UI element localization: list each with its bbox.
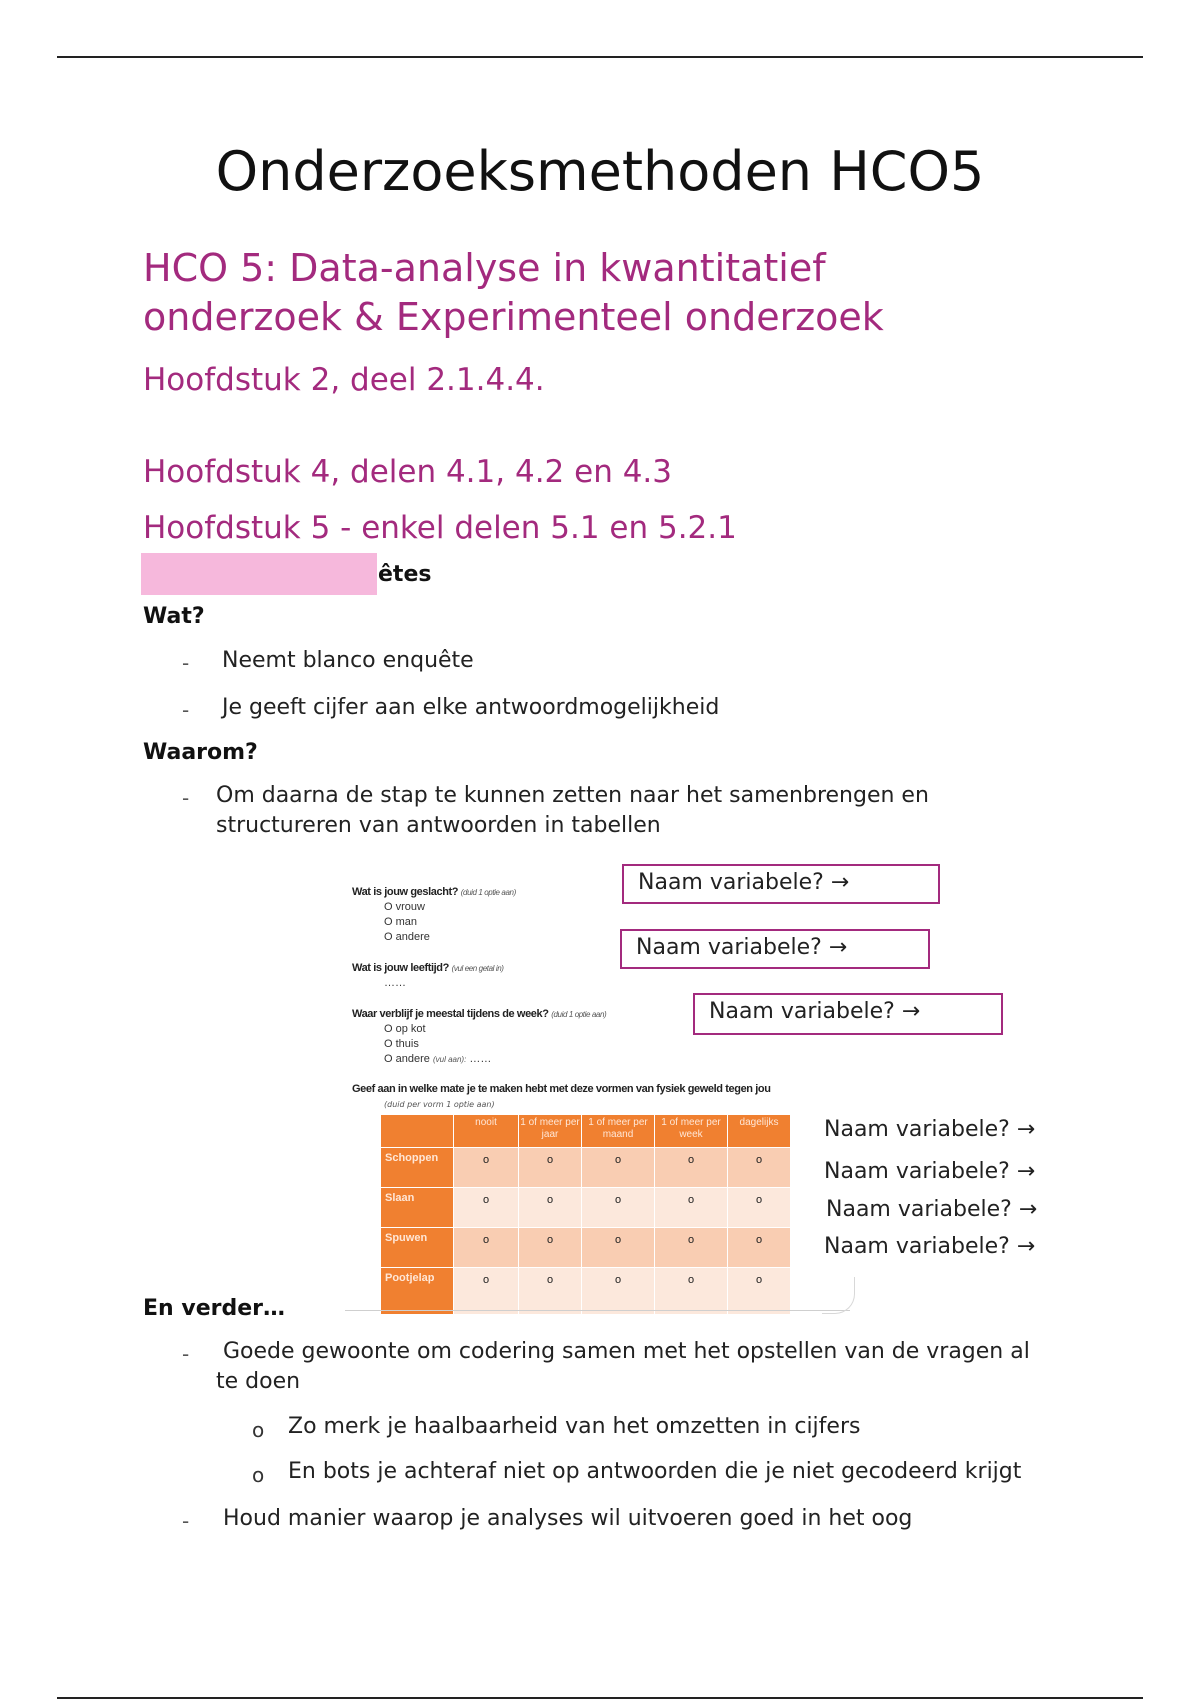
waarom-heading: Waarom? (143, 740, 258, 765)
column-header: 1 of meer per maand (582, 1115, 655, 1148)
verder-item-1-line-2: te doen (216, 1369, 301, 1394)
page-title: Onderzoeksmethoden HCO5 (215, 140, 985, 203)
radio-cell: o (582, 1268, 655, 1315)
question-text: Waar verblijf je meestal tijdens de week? (352, 1008, 549, 1020)
chapter-5-heading: Hoofdstuk 5 - enkel delen 5.1 en 5.2.1 (143, 510, 737, 546)
question-note: (vul een getal in) (451, 964, 504, 973)
radio-cell: o (519, 1268, 582, 1315)
radio-cell: o (728, 1188, 791, 1228)
option-andere-vul-aan (384, 1053, 491, 1065)
chapter-4-heading: Hoofdstuk 4, delen 4.1, 4.2 en 4.3 (143, 454, 672, 490)
option-label: thuis (395, 1038, 419, 1050)
heading-line-1: HCO 5: Data-analyse in kwantitatief (143, 246, 826, 290)
row-label: Slaan (381, 1188, 454, 1228)
dash-bullet: - (182, 651, 190, 675)
figure-bottom-border (345, 1310, 850, 1311)
column-header: dagelijks (728, 1115, 791, 1148)
radio-cell: o (655, 1148, 728, 1188)
column-header: 1 of meer per jaar (519, 1115, 582, 1148)
question-note: (duid 1 optie aan) (551, 1010, 607, 1019)
wat-item-1: Neemt blanco enquête (222, 648, 474, 673)
sub-bullet: o (252, 1418, 265, 1442)
radio-cell: o (454, 1148, 519, 1188)
verder-sub-item-2: En bots je achteraf niet op antwoorden die je niet gecodeerd krijgt (288, 1459, 1022, 1484)
table-row (381, 1188, 791, 1228)
option-circle: O (384, 901, 393, 913)
row-label: Spuwen (381, 1228, 454, 1268)
dash-bullet: - (182, 698, 190, 722)
question-age (352, 962, 504, 974)
dash-bullet: - (182, 1342, 190, 1366)
radio-cell: o (728, 1148, 791, 1188)
column-header: nooit (454, 1115, 519, 1148)
chapter-2-heading: Hoofdstuk 2, deel 2.1.4.4. (143, 362, 545, 398)
dash-bullet: - (182, 1509, 190, 1533)
footer-rule (57, 1697, 1143, 1699)
variable-name-label: Naam variabele? → (824, 1159, 1036, 1184)
sub-bullet: o (252, 1463, 265, 1487)
verder-sub-item-1: Zo merk je haalbaarheid van het omzetten in cijfers (288, 1414, 861, 1439)
question-note: (duid 1 optie aan) (460, 888, 516, 897)
radio-cell: o (454, 1268, 519, 1315)
verder-item-1-line-1: Goede gewoonte om codering samen met het opstellen van de vragen al (223, 1339, 1030, 1364)
option-circle: O (384, 931, 393, 943)
option-label: op kot (395, 1023, 426, 1035)
wat-heading: Wat? (143, 604, 205, 629)
radio-cell: o (728, 1228, 791, 1268)
section-fragment: êtes (378, 562, 432, 587)
heading-line-2: onderzoek & Experimenteel onderzoek (143, 295, 884, 339)
variable-name-box: Naam variabele? → (693, 993, 1003, 1035)
option-note: (vul aan): (432, 1055, 467, 1064)
radio-cell: o (519, 1148, 582, 1188)
option-circle: O (384, 1023, 393, 1035)
question-text: Wat is jouw leeftijd? (352, 962, 449, 974)
radio-cell: o (519, 1228, 582, 1268)
wat-item-2: Je geeft cijfer aan elke antwoordmogelijkheid (222, 695, 720, 720)
radio-cell: o (655, 1268, 728, 1315)
option-blank: …… (469, 1053, 492, 1065)
column-header: 1 of meer per week (655, 1115, 728, 1148)
header-rule (57, 56, 1143, 58)
highlight-redaction (141, 553, 377, 595)
verder-item-2: Houd manier waarop je analyses wil uitvoeren goed in het oog (223, 1506, 913, 1531)
waarom-item-line-1: Om daarna de stap te kunnen zetten naar het samenbrengen en (216, 783, 929, 808)
option-man (384, 916, 417, 928)
radio-cell: o (582, 1228, 655, 1268)
table-row (381, 1268, 791, 1315)
radio-cell: o (655, 1228, 728, 1268)
row-label: Schoppen (381, 1148, 454, 1188)
option-label: man (395, 916, 418, 928)
variable-name-label: Naam variabele? → (826, 1197, 1038, 1222)
radio-cell: o (519, 1188, 582, 1228)
radio-cell: o (582, 1148, 655, 1188)
dash-bullet: - (182, 786, 190, 810)
variable-name-label: Naam variabele? → (824, 1117, 1036, 1142)
option-op-kot (384, 1023, 426, 1035)
question-residence (352, 1008, 606, 1020)
table-row (381, 1228, 791, 1268)
table-header-row (381, 1115, 791, 1148)
option-label: andere (395, 931, 430, 943)
variable-name-label: Naam variabele? → (824, 1234, 1036, 1259)
question-text: Wat is jouw geslacht? (352, 886, 459, 898)
option-label: andere (395, 1053, 430, 1065)
question-violence: Geef aan in welke mate je te maken hebt met deze vormen van fysiek geweld tegen jou (352, 1083, 771, 1095)
waarom-item-line-2: structureren van antwoorden in tabellen (216, 813, 661, 838)
question-gender (352, 886, 516, 898)
option-thuis (384, 1038, 419, 1050)
radio-cell: o (454, 1228, 519, 1268)
option-circle: O (384, 1053, 393, 1065)
violence-frequency-table (380, 1114, 791, 1315)
option-circle: O (384, 916, 393, 928)
radio-cell: o (454, 1188, 519, 1228)
radio-cell: o (655, 1188, 728, 1228)
variable-name-box: Naam variabele? → (622, 864, 940, 904)
option-vrouw (384, 901, 425, 913)
figure-corner-arc (822, 1277, 855, 1314)
variable-name-box: Naam variabele? → (620, 929, 930, 969)
table-row (381, 1148, 791, 1188)
radio-cell: o (582, 1188, 655, 1228)
option-label: vrouw (395, 901, 425, 913)
table-corner (381, 1115, 454, 1148)
row-label: Pootjelap (381, 1268, 454, 1315)
option-andere (384, 931, 430, 943)
age-blank: …… (384, 977, 406, 989)
radio-cell: o (728, 1268, 791, 1315)
question-violence-note: (duid per vorm 1 optie aan) (384, 1100, 495, 1109)
option-circle: O (384, 1038, 393, 1050)
verder-heading: En verder… (143, 1296, 285, 1321)
